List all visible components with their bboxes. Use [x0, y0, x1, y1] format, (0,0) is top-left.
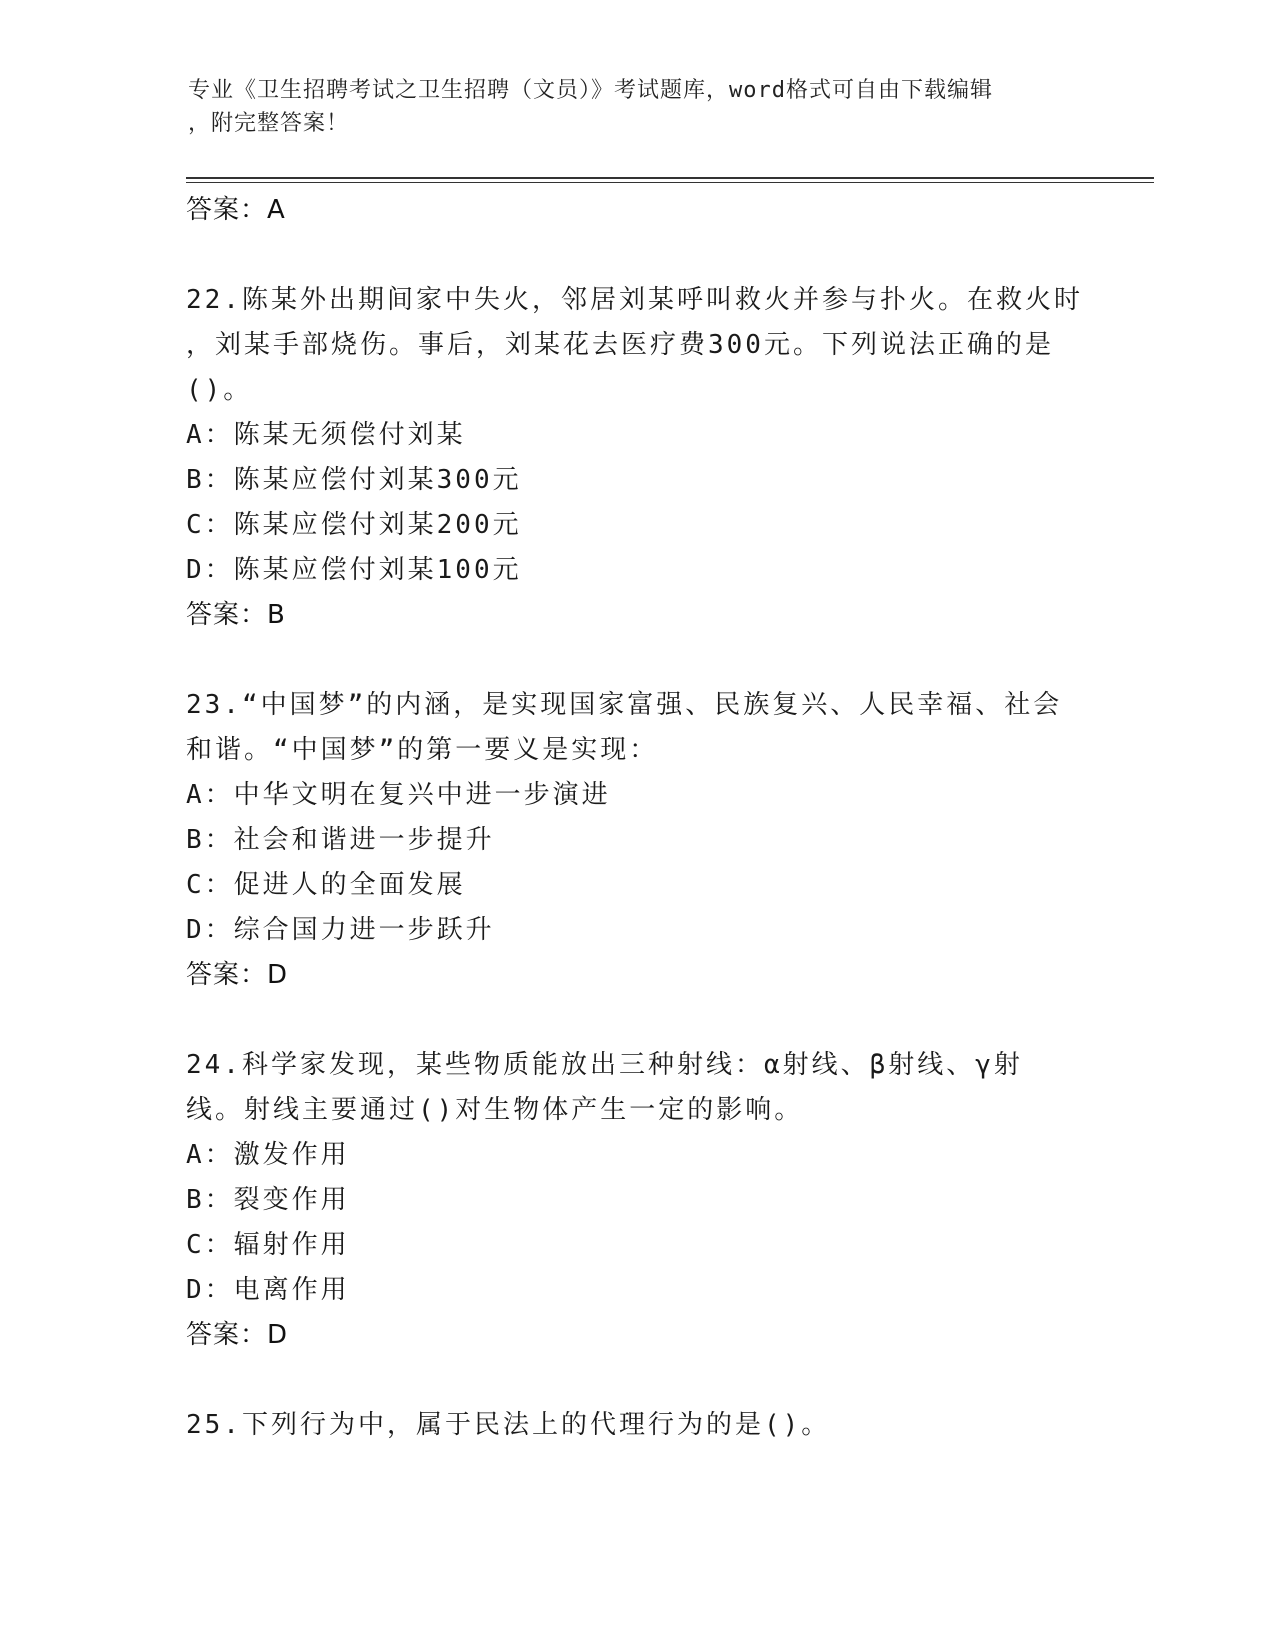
question-23-option-d: D：综合国力进一步跃升 [186, 915, 495, 945]
header-line-1: 专业《卫生招聘考试之卫生招聘（文员）》考试题库，word格式可自由下载编辑 [188, 78, 993, 103]
question-23 [186, 683, 1086, 998]
document-header [188, 74, 1088, 140]
question-24 [186, 1043, 1086, 1358]
question-24-line-1: 24.科学家发现，某些物质能放出三种射线：α射线、β射线、γ射 [186, 1050, 1023, 1080]
question-24-option-b: B：裂变作用 [186, 1185, 350, 1215]
question-23-answer: 答案：D [186, 960, 289, 990]
question-22-option-d: D：陈某应偿付刘某100元 [186, 555, 522, 585]
question-25-line-1: 25.下列行为中，属于民法上的代理行为的是()。 [186, 1410, 831, 1440]
spacer [186, 638, 1086, 683]
question-22-answer: 答案：B [186, 600, 286, 630]
header-divider-thick [186, 177, 1154, 179]
header-divider-thin [186, 182, 1154, 183]
spacer [186, 998, 1086, 1043]
question-22-option-c: C：陈某应偿付刘某200元 [186, 510, 522, 540]
spacer [186, 1358, 1086, 1403]
question-23-line-1: 23.“中国梦”的内涵，是实现国家富强、民族复兴、人民幸福、社会 [186, 690, 1063, 720]
question-23-line-2: 和谐。“中国梦”的第一要义是实现： [186, 735, 659, 765]
question-24-option-a: A：激发作用 [186, 1140, 350, 1170]
question-23-option-b: B：社会和谐进一步提升 [186, 825, 495, 855]
question-24-line-2: 线。射线主要通过()对生物体产生一定的影响。 [186, 1095, 804, 1125]
question-list [186, 188, 1086, 1448]
question-23-option-c: C：促进人的全面发展 [186, 870, 466, 900]
question-24-answer: 答案：D [186, 1320, 289, 1350]
question-22 [186, 278, 1086, 638]
spacer [186, 233, 1086, 278]
question-22-option-a: A：陈某无须偿付刘某 [186, 420, 466, 450]
question-22-line-3: ()。 [186, 375, 253, 405]
answer-21: 答案：A [186, 195, 286, 225]
question-22-option-b: B：陈某应偿付刘某300元 [186, 465, 522, 495]
question-23-option-a: A：中华文明在复兴中进一步演进 [186, 780, 611, 810]
question-24-option-c: C：辐射作用 [186, 1230, 350, 1260]
question-22-line-1: 22.陈某外出期间家中失火，邻居刘某呼叫救火并参与扑火。在救火时 [186, 285, 1083, 315]
question-22-line-2: ，刘某手部烧伤。事后，刘某花去医疗费300元。下列说法正确的是 [186, 330, 1054, 360]
header-line-2: ，附完整答案！ [188, 111, 350, 136]
question-25 [186, 1403, 1086, 1448]
question-24-option-d: D：电离作用 [186, 1275, 350, 1305]
